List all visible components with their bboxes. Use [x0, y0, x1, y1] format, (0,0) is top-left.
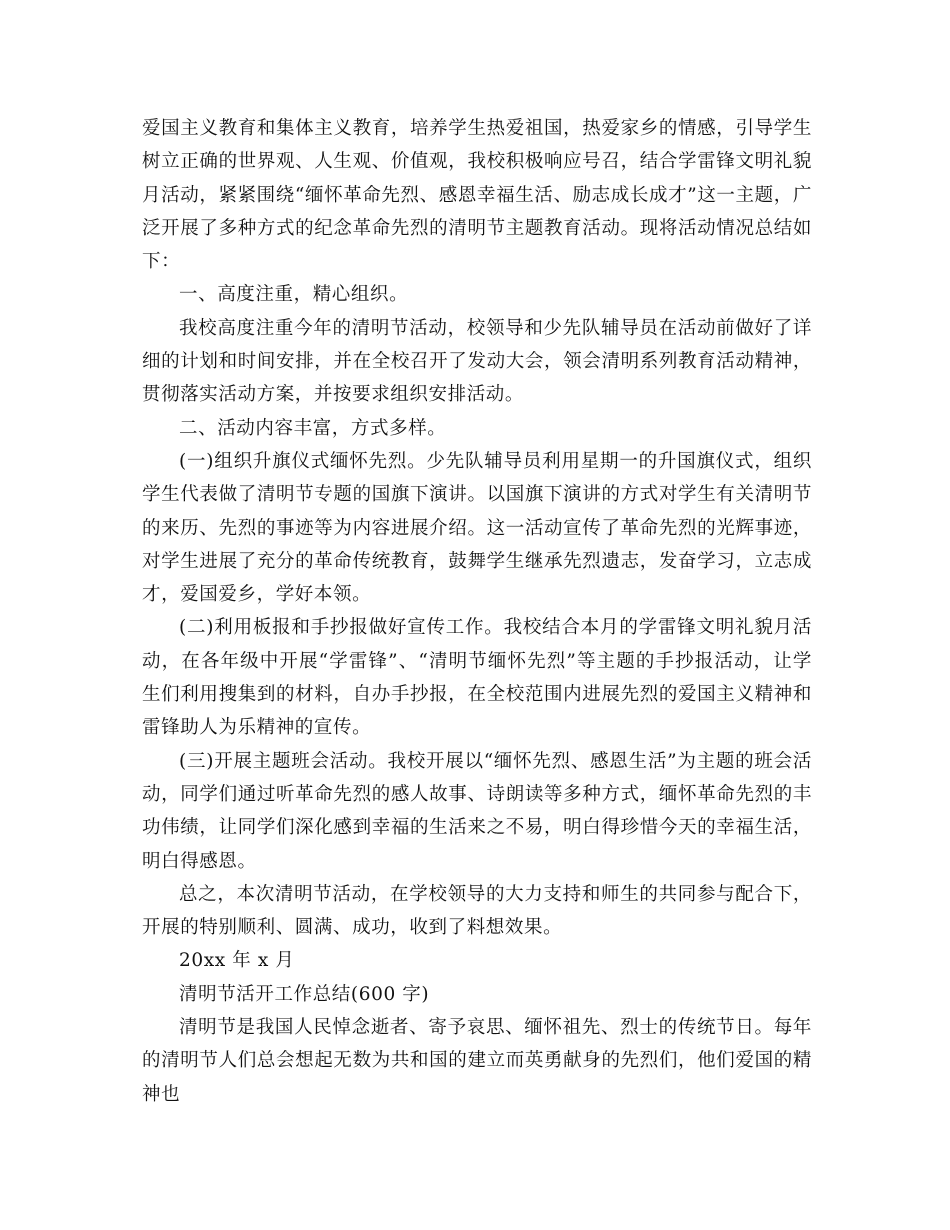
paragraph-class-meeting: (三)开展主题班会活动。我校开展以“缅怀先烈、感恩生活”为主题的班会活动，同学们通过听革命先烈的感人故事、诗朗读等多种方式，缅怀革命先烈的丰功伟绩，让同学们深化感到幸福的生活来之不易，明白得珍惜今天的幸福生活，明白得感恩。	[142, 750, 812, 872]
intro-paragraph: 爱国主义教育和集体主义教育，培养学生热爱祖国，热爱家乡的情感，引导学生树立正确的世界观、人生观、价值观，我校积极响应号召，结合学雷锋文明礼貌月活动，紧紧围绕“缅怀革命先烈、感恩幸福生活、励志成长成才”这一主题，广泛开展了多种方式的纪念革命先烈的清明节主题教育活动。现将活动情况总结如下：	[142, 118, 812, 273]
section-heading-1: 一、高度注重，精心组织。	[179, 284, 409, 306]
paragraph-blackboard: (二)利用板报和手抄报做好宣传工作。我校结合本月的学雷锋文明礼貌月活动，在各年级中开展“学雷锋”、“清明节缅怀先烈”等主题的手抄报活动，让学生们利用搜集到的材料，自办手抄报，在全校范围内进展先烈的爱国主义精神和雷锋助人为乐精神的宣传。	[142, 617, 812, 739]
date-line: 20xx 年 x 月	[179, 950, 295, 972]
article-intro-paragraph: 清明节是我国人民悼念逝者、寄予哀思、缅怀祖先、烈士的传统节日。每年的清明节人们总会想起无数为共和国的建立而英勇献身的先烈们，他们爱国的精神也	[142, 1017, 812, 1105]
article-title: 清明节活开工作总结(600 字)	[179, 983, 430, 1005]
document-body	[142, 112, 812, 1111]
paragraph-flag-ceremony: (一)组织升旗仪式缅怀先烈。少先队辅导员利用星期一的升国旗仪式，组织学生代表做了清明节专题的国旗下演讲。以国旗下演讲的方式对学生有关清明节的来历、先烈的事迹等为内容进展介绍。这一活动宣传了革命先烈的光辉事迹，对学生进展了充分的革命传统教育，鼓舞学生继承先烈遗志，发奋学习，立志成才，爱国爱乡，学好本领。	[142, 450, 812, 606]
paragraph-conclusion: 总之，本次清明节活动，在学校领导的大力支持和师生的共同参与配合下，开展的特别顺利、圆满、成功，收到了料想效果。	[142, 883, 812, 939]
section-heading-2: 二、活动内容丰富，方式多样。	[179, 417, 447, 439]
paragraph-organization: 我校高度注重今年的清明节活动，校领导和少先队辅导员在活动前做好了详细的计划和时间安排，并在全校召开了发动大会，领会清明系列教育活动精神，贯彻落实活动方案，并按要求组织安排活动。	[142, 317, 812, 406]
